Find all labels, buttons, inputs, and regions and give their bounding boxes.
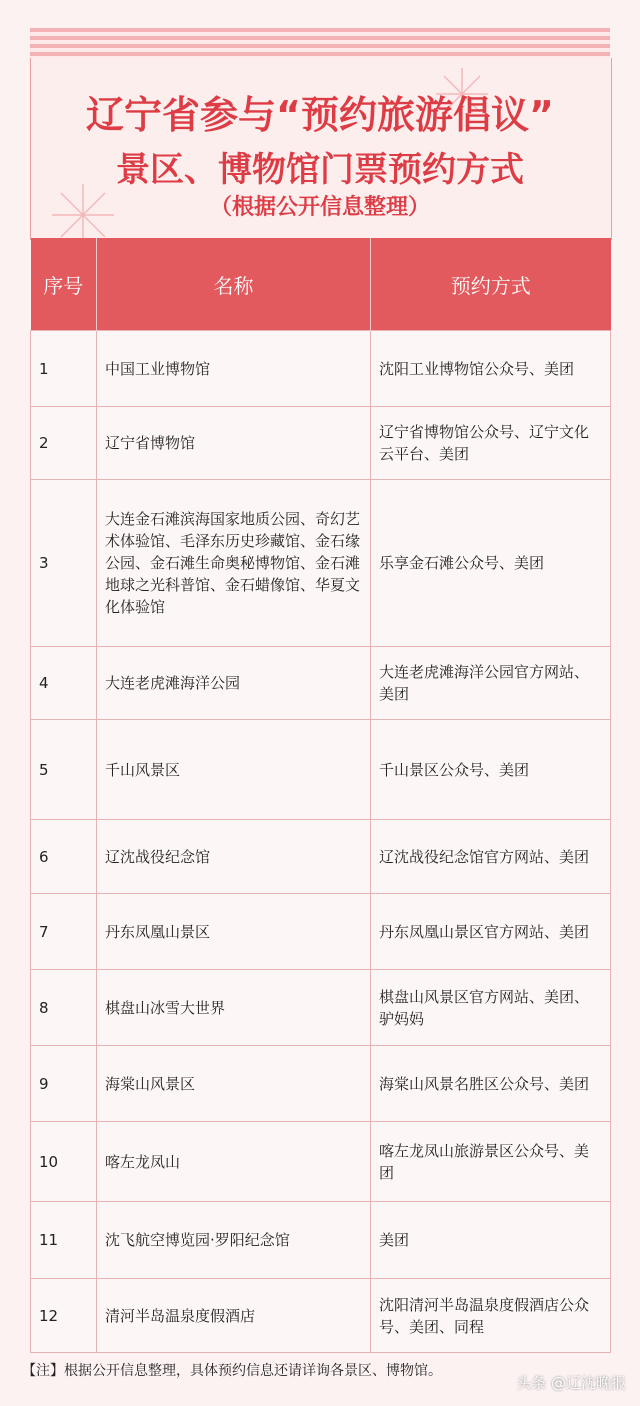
row-name: 丹东凤凰山景区: [97, 894, 371, 970]
column-header-method: 预约方式: [371, 238, 611, 331]
row-name: 喀左龙凤山: [97, 1122, 371, 1202]
row-number: 1: [31, 331, 97, 407]
row-number: 5: [31, 720, 97, 820]
table-row: [31, 1046, 611, 1122]
row-name: 千山风景区: [97, 720, 371, 820]
row-number: 12: [31, 1279, 97, 1353]
row-number: 11: [31, 1202, 97, 1279]
table-row: [31, 1122, 611, 1202]
page-title: 辽宁省参与“预约旅游倡议”: [86, 93, 554, 137]
source-watermark: 头条 @辽沈晚报: [516, 1374, 626, 1392]
row-method: 千山景区公众号、美团: [371, 720, 611, 820]
row-name: 清河半岛温泉度假酒店: [97, 1279, 371, 1353]
table-row: [31, 970, 611, 1046]
row-name: 大连金石滩滨海国家地质公园、奇幻艺术体验馆、毛泽东历史珍藏馆、金石缘公园、金石滩生命奥秘博物馆、金石滩地球之光科普馆、金石蜡像馆、华夏文化体验馆: [97, 480, 371, 647]
table-row: [31, 720, 611, 820]
row-method: 辽宁省博物馆公众号、辽宁文化云平台、美团: [371, 407, 611, 480]
table-row: [31, 1279, 611, 1353]
row-method: 辽沈战役纪念馆官方网站、美团: [371, 820, 611, 894]
row-number: 3: [31, 480, 97, 647]
table-row: [31, 820, 611, 894]
table-row: [31, 331, 611, 407]
row-number: 9: [31, 1046, 97, 1122]
row-method: 丹东凤凰山景区官方网站、美团: [371, 894, 611, 970]
row-name: 辽沈战役纪念馆: [97, 820, 371, 894]
header-stripes: [30, 28, 610, 58]
table-row: [31, 894, 611, 970]
row-name: 海棠山风景区: [97, 1046, 371, 1122]
row-number: 6: [31, 820, 97, 894]
row-method: 沈阳工业博物馆公众号、美团: [371, 331, 611, 407]
footnote: 【注】根据公开信息整理，具体预约信息还请详询各景区、博物馆。: [22, 1363, 442, 1379]
row-number: 7: [31, 894, 97, 970]
row-number: 8: [31, 970, 97, 1046]
row-method: 美团: [371, 1202, 611, 1279]
column-header-number: 序号: [31, 238, 97, 331]
table-header-row: [31, 238, 611, 331]
row-method: 沈阳清河半岛温泉度假酒店公众号、美团、同程: [371, 1279, 611, 1353]
row-name: 中国工业博物馆: [97, 331, 371, 407]
table-row: [31, 647, 611, 720]
row-method: 大连老虎滩海洋公园官方网站、美团: [371, 647, 611, 720]
row-method: 海棠山风景名胜区公众号、美团: [371, 1046, 611, 1122]
table-row: [31, 407, 611, 480]
row-number: 2: [31, 407, 97, 480]
table-row: [31, 480, 611, 647]
row-method: 乐享金石滩公众号、美团: [371, 480, 611, 647]
column-header-name: 名称: [97, 238, 371, 331]
row-number: 10: [31, 1122, 97, 1202]
row-name: 辽宁省博物馆: [97, 407, 371, 480]
table-row: [31, 1202, 611, 1279]
page-subtitle: 景区、博物馆门票预约方式: [116, 150, 524, 190]
row-method: 棋盘山风景区官方网站、美团、驴妈妈: [371, 970, 611, 1046]
row-name: 棋盘山冰雪大世界: [97, 970, 371, 1046]
reservation-table: [30, 238, 611, 1353]
row-name: 大连老虎滩海洋公园: [97, 647, 371, 720]
row-method: 喀左龙凤山旅游景区公众号、美团: [371, 1122, 611, 1202]
row-name: 沈飞航空博览园·罗阳纪念馆: [97, 1202, 371, 1279]
page-source-note: （根据公开信息整理）: [209, 195, 430, 220]
row-number: 4: [31, 647, 97, 720]
